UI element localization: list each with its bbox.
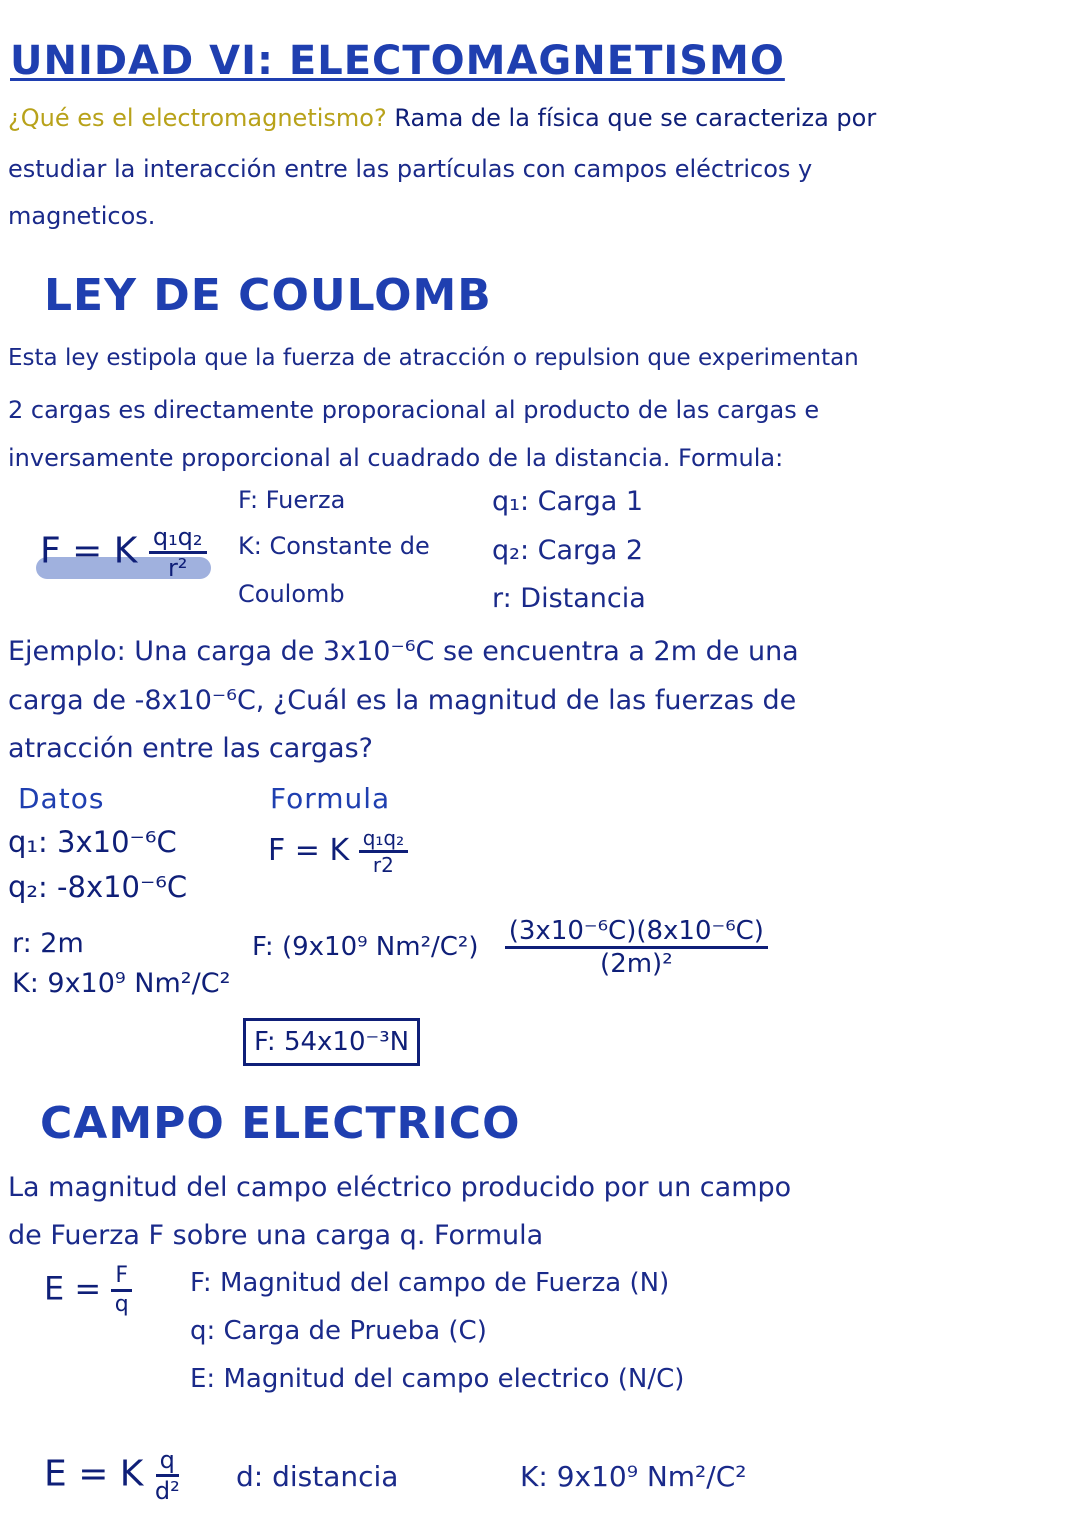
- result-box: F: 54x10⁻³N: [243, 1018, 420, 1066]
- example-formula-den: r2: [372, 853, 394, 877]
- datos-label: Datos: [18, 782, 105, 815]
- example-formula: [268, 828, 408, 875]
- coulomb-line1: Esta ley estipola que la fuerza de atracción o repulsion que experimentan: [8, 345, 859, 371]
- legend-r: r: Distancia: [492, 583, 646, 614]
- campo-formula-lhs: E =: [44, 1269, 102, 1308]
- coulomb-formula: [40, 525, 207, 580]
- campo-formula-num: F: [111, 1265, 132, 1292]
- campo-formula: [44, 1265, 132, 1316]
- campo-formula2-lhs: E = K: [44, 1453, 144, 1495]
- datos-q2: q₂: -8x10⁻⁶C: [8, 870, 188, 904]
- example-formula-lhs: F = K: [268, 833, 350, 868]
- coulomb-formula-lhs: F = K: [40, 530, 138, 572]
- unit-title: UNIDAD VI: ELECTOMAGNETISMO: [10, 38, 785, 84]
- legend-f: F: Fuerza: [238, 486, 346, 514]
- substitution-num: (3x10⁻⁶C)(8x10⁻⁶C): [505, 918, 768, 949]
- legend-k2: Coulomb: [238, 580, 345, 608]
- campo-formula-den: q: [114, 1292, 129, 1317]
- example-line3: atracción entre las cargas?: [8, 733, 373, 764]
- campo-k-label: K: 9x10⁹ Nm²/C²: [520, 1460, 747, 1493]
- legend-q1: q₁: Carga 1: [492, 486, 644, 517]
- datos-r: r: 2m: [12, 928, 84, 959]
- campo-heading: CAMPO ELECTRICO: [40, 1098, 521, 1149]
- campo-line1: La magnitud del campo eléctrico producido por un campo: [8, 1172, 792, 1203]
- datos-k: K: 9x10⁹ Nm²/C²: [12, 968, 231, 999]
- legend-q2: q₂: Carga 2: [492, 535, 644, 566]
- campo-formula-fraction: [111, 1265, 132, 1316]
- example-line1: Ejemplo: Una carga de 3x10⁻⁶C se encuentra a 2m de una: [8, 636, 799, 667]
- intro-line2: estudiar la interacción entre las partículas con campos eléctricos y: [8, 155, 813, 183]
- campo-legend-f: F: Magnitud del campo de Fuerza (N): [190, 1268, 670, 1298]
- formula-label: Formula: [270, 782, 391, 815]
- example-formula-fraction: [359, 828, 408, 875]
- intro-answer-1: Rama de la física que se caracteriza por: [394, 104, 877, 132]
- coulomb-formula-num: q₁q₂: [149, 525, 207, 554]
- campo-formula2-fraction: [155, 1448, 180, 1503]
- datos-q1: q₁: 3x10⁻⁶C: [8, 825, 177, 859]
- coulomb-heading: LEY DE COULOMB: [44, 270, 492, 321]
- coulomb-formula-den: r²: [167, 554, 188, 582]
- campo-legend-e: E: Magnitud del campo electrico (N/C): [190, 1364, 685, 1394]
- campo-d-label: d: distancia: [236, 1460, 399, 1493]
- campo-formula2: [44, 1448, 180, 1503]
- campo-legend-q: q: Carga de Prueba (C): [190, 1316, 487, 1346]
- legend-k1: K: Constante de: [238, 532, 430, 560]
- campo-line2: de Fuerza F sobre una carga q. Formula: [8, 1220, 544, 1251]
- coulomb-formula-fraction: [149, 525, 207, 580]
- example-line2: carga de -8x10⁻⁶C, ¿Cuál es la magnitud de las fuerzas de: [8, 685, 797, 716]
- campo-formula2-num: q: [156, 1448, 179, 1477]
- substitution-fraction: [505, 918, 768, 977]
- intro-question: ¿Qué es el electromagnetismo?: [8, 104, 387, 132]
- coulomb-line2: 2 cargas es directamente proporacional al producto de las cargas e: [8, 396, 820, 424]
- intro-line1: [8, 104, 876, 132]
- example-formula-num: q₁q₂: [359, 828, 408, 853]
- coulomb-line3: inversamente proporcional al cuadrado de la distancia. Formula:: [8, 444, 784, 472]
- campo-formula2-den: d²: [154, 1477, 180, 1505]
- substitution: [252, 918, 768, 977]
- intro-line3: magneticos.: [8, 202, 156, 230]
- substitution-lhs: F: (9x10⁹ Nm²/C²): [252, 932, 479, 962]
- substitution-den: (2m)²: [600, 949, 673, 979]
